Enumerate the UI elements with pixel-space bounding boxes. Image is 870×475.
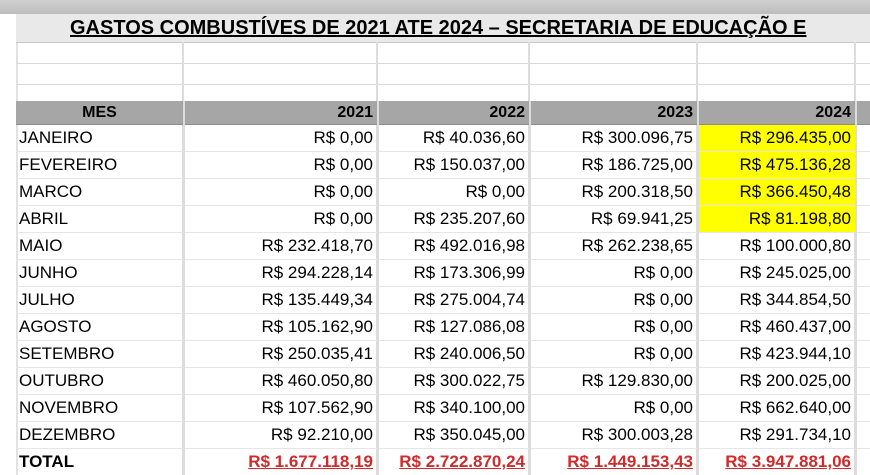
table-row: [16, 260, 870, 287]
value-cell-2021[interactable]: R$ 460.050,80: [184, 368, 378, 395]
month-cell[interactable]: NOVEMBRO: [16, 395, 184, 422]
value-cell-2023[interactable]: R$ 0,00: [530, 260, 698, 287]
value-cell-2023[interactable]: R$ 69.941,25: [530, 206, 698, 233]
value-cell-2021[interactable]: R$ 105.162,90: [184, 314, 378, 341]
value-cell-2021[interactable]: R$ 294.228,14: [184, 260, 378, 287]
table-row: [16, 179, 870, 206]
extra-cell[interactable]: [856, 287, 870, 314]
table-row: [16, 368, 870, 395]
value-cell-2022[interactable]: R$ 275.004,74: [378, 287, 530, 314]
value-cell-2022[interactable]: R$ 40.036,60: [378, 125, 530, 152]
value-cell-2024[interactable]: R$ 423.944,10: [698, 341, 856, 368]
table-row: [16, 287, 870, 314]
expenses-table: [16, 101, 870, 475]
total-cell-2024[interactable]: R$ 3.947.881,06: [698, 449, 856, 475]
value-cell-2023[interactable]: R$ 200.318,50: [530, 179, 698, 206]
value-cell-2022[interactable]: R$ 240.006,50: [378, 341, 530, 368]
spreadsheet: [16, 14, 870, 475]
value-cell-2023[interactable]: R$ 300.096,75: [530, 125, 698, 152]
extra-cell[interactable]: [856, 341, 870, 368]
extra-cell[interactable]: [856, 314, 870, 341]
value-cell-2021[interactable]: R$ 107.562,90: [184, 395, 378, 422]
value-cell-2024[interactable]: R$ 296.435,00: [698, 125, 856, 152]
value-cell-2023[interactable]: R$ 0,00: [530, 341, 698, 368]
header-2024[interactable]: 2024: [698, 101, 856, 125]
table-row: [16, 233, 870, 260]
total-row: [16, 449, 870, 475]
extra-cell[interactable]: [856, 206, 870, 233]
value-cell-2022[interactable]: R$ 127.086,08: [378, 314, 530, 341]
month-cell[interactable]: MAIO: [16, 233, 184, 260]
extra-cell[interactable]: [856, 449, 870, 475]
empty-row[interactable]: [16, 64, 870, 85]
month-cell[interactable]: DEZEMBRO: [16, 422, 184, 449]
header-2023[interactable]: 2023: [530, 101, 698, 125]
value-cell-2023[interactable]: R$ 0,00: [530, 395, 698, 422]
value-cell-2024[interactable]: R$ 291.734,10: [698, 422, 856, 449]
month-cell[interactable]: JANEIRO: [16, 125, 184, 152]
header-row: [16, 101, 870, 125]
empty-row[interactable]: [16, 43, 870, 64]
value-cell-2022[interactable]: R$ 235.207,60: [378, 206, 530, 233]
value-cell-2023[interactable]: R$ 129.830,00: [530, 368, 698, 395]
value-cell-2022[interactable]: R$ 0,00: [378, 179, 530, 206]
value-cell-2023[interactable]: R$ 0,00: [530, 314, 698, 341]
month-cell[interactable]: FEVEREIRO: [16, 152, 184, 179]
month-cell[interactable]: SETEMBRO: [16, 341, 184, 368]
total-label[interactable]: TOTAL: [16, 449, 184, 475]
value-cell-2024[interactable]: R$ 200.025,00: [698, 368, 856, 395]
extra-cell[interactable]: [856, 395, 870, 422]
value-cell-2021[interactable]: R$ 135.449,34: [184, 287, 378, 314]
value-cell-2021[interactable]: R$ 232.418,70: [184, 233, 378, 260]
value-cell-2023[interactable]: R$ 262.238,65: [530, 233, 698, 260]
window-top-bar: [0, 0, 870, 14]
extra-cell[interactable]: [856, 368, 870, 395]
total-cell-2021[interactable]: R$ 1.677.118,19: [184, 449, 378, 475]
value-cell-2022[interactable]: R$ 150.037,00: [378, 152, 530, 179]
month-cell[interactable]: JULHO: [16, 287, 184, 314]
value-cell-2024[interactable]: R$ 100.000,80: [698, 233, 856, 260]
sheet-title: GASTOS COMBUSTÍVES DE 2021 ATE 2024 – SECRETARIA DE EDUCAÇÃO E: [70, 17, 807, 39]
total-cell-2023[interactable]: R$ 1.449.153,43: [530, 449, 698, 475]
value-cell-2021[interactable]: R$ 0,00: [184, 152, 378, 179]
table-row: [16, 314, 870, 341]
table-row: [16, 152, 870, 179]
extra-cell[interactable]: [856, 233, 870, 260]
value-cell-2024[interactable]: R$ 245.025,00: [698, 260, 856, 287]
month-cell[interactable]: AGOSTO: [16, 314, 184, 341]
value-cell-2021[interactable]: R$ 0,00: [184, 206, 378, 233]
header-2021[interactable]: 2021: [184, 101, 378, 125]
value-cell-2024[interactable]: R$ 662.640,00: [698, 395, 856, 422]
month-cell[interactable]: ABRIL: [16, 206, 184, 233]
value-cell-2024[interactable]: R$ 81.198,80: [698, 206, 856, 233]
extra-cell[interactable]: [856, 152, 870, 179]
value-cell-2021[interactable]: R$ 0,00: [184, 179, 378, 206]
value-cell-2021[interactable]: R$ 250.035,41: [184, 341, 378, 368]
extra-cell[interactable]: [856, 260, 870, 287]
value-cell-2022[interactable]: R$ 492.016,98: [378, 233, 530, 260]
month-cell[interactable]: OUTUBRO: [16, 368, 184, 395]
value-cell-2024[interactable]: R$ 475.136,28: [698, 152, 856, 179]
value-cell-2022[interactable]: R$ 173.306,99: [378, 260, 530, 287]
table-row: [16, 341, 870, 368]
value-cell-2022[interactable]: R$ 300.022,75: [378, 368, 530, 395]
value-cell-2022[interactable]: R$ 350.045,00: [378, 422, 530, 449]
value-cell-2024[interactable]: R$ 344.854,50: [698, 287, 856, 314]
value-cell-2023[interactable]: R$ 186.725,00: [530, 152, 698, 179]
header-extra[interactable]: [856, 101, 870, 125]
value-cell-2024[interactable]: R$ 460.437,00: [698, 314, 856, 341]
title-row: [16, 14, 870, 43]
total-cell-2022[interactable]: R$ 2.722.870,24: [378, 449, 530, 475]
value-cell-2023[interactable]: R$ 300.003,28: [530, 422, 698, 449]
table-row: [16, 125, 870, 152]
table-row: [16, 395, 870, 422]
month-cell[interactable]: JUNHO: [16, 260, 184, 287]
extra-cell[interactable]: [856, 179, 870, 206]
extra-cell[interactable]: [856, 125, 870, 152]
table-row: [16, 422, 870, 449]
value-cell-2021[interactable]: R$ 0,00: [184, 125, 378, 152]
value-cell-2021[interactable]: R$ 92.210,00: [184, 422, 378, 449]
value-cell-2023[interactable]: R$ 0,00: [530, 287, 698, 314]
month-cell[interactable]: MARCO: [16, 179, 184, 206]
header-2022[interactable]: 2022: [378, 101, 530, 125]
value-cell-2024[interactable]: R$ 366.450,48: [698, 179, 856, 206]
table-row: [16, 206, 870, 233]
header-mes[interactable]: MES: [16, 101, 184, 125]
extra-cell[interactable]: [856, 422, 870, 449]
value-cell-2022[interactable]: R$ 340.100,00: [378, 395, 530, 422]
